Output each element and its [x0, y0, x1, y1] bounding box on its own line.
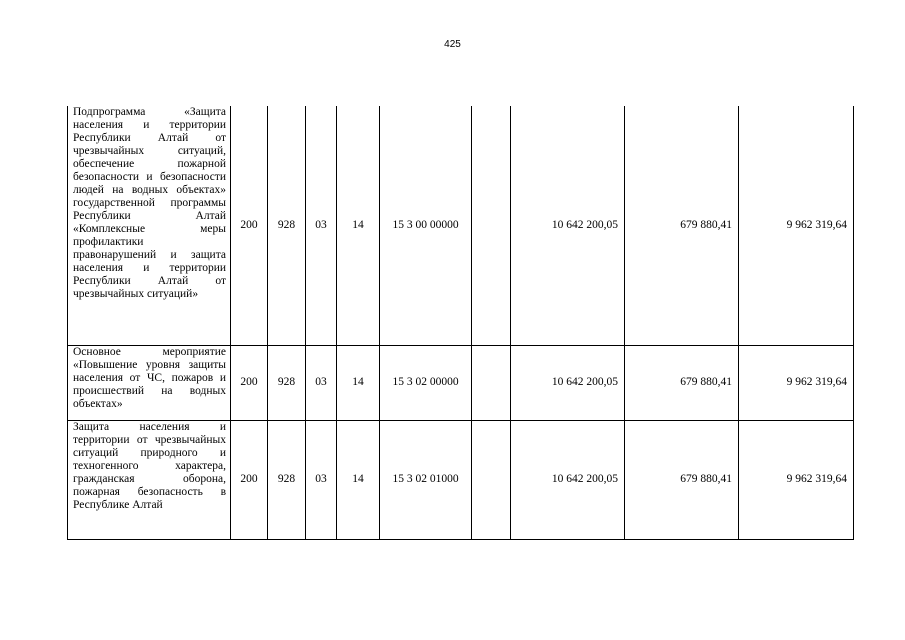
row-sum3: 9 962 319,64 — [739, 420, 854, 539]
row-col1: 200 — [231, 345, 268, 420]
row-sum1: 10 642 200,05 — [511, 345, 625, 420]
row-empty — [472, 106, 511, 345]
budget-table — [67, 106, 854, 540]
row-col4: 14 — [337, 345, 380, 420]
row-col3: 03 — [306, 106, 337, 345]
row-col3: 03 — [306, 420, 337, 539]
row-code: 15 3 00 00000 — [380, 106, 472, 345]
row-col2: 928 — [268, 420, 306, 539]
row-col2: 928 — [268, 106, 306, 345]
page-number: 425 — [444, 39, 461, 50]
row-col1: 200 — [231, 106, 268, 345]
row-col3: 03 — [306, 345, 337, 420]
row-description: Подпрограмма «Защита населения и территории Республики Алтай от чрезвычайных ситуаций, обеспечение пожарной безопасности и безопасности людей на водных объектах» государственной программы Республики Алтай «Комплексные меры профилактики правонарушений и защита населения и территории Республики Алтай от чрезвычайных ситуаций» — [68, 106, 231, 345]
row-code: 15 3 02 00000 — [380, 345, 472, 420]
row-sum2: 679 880,41 — [625, 106, 739, 345]
row-col4: 14 — [337, 106, 380, 345]
row-code: 15 3 02 01000 — [380, 420, 472, 539]
row-description: Защита населения и территории от чрезвычайных ситуаций природного и техногенного характера, гражданская оборона, пожарная безопасность в Республике Алтай — [68, 420, 231, 539]
row-empty — [472, 345, 511, 420]
row-sum2: 679 880,41 — [625, 420, 739, 539]
table-row — [68, 420, 854, 539]
row-col2: 928 — [268, 345, 306, 420]
row-col1: 200 — [231, 420, 268, 539]
table-row — [68, 345, 854, 420]
row-empty — [472, 420, 511, 539]
row-sum1: 10 642 200,05 — [511, 420, 625, 539]
table-row — [68, 106, 854, 345]
row-sum1: 10 642 200,05 — [511, 106, 625, 345]
row-sum2: 679 880,41 — [625, 345, 739, 420]
row-sum3: 9 962 319,64 — [739, 106, 854, 345]
row-col4: 14 — [337, 420, 380, 539]
row-description: Основное мероприятие «Повышение уровня защиты населения от ЧС, пожаров и происшествий на водных объектах» — [68, 345, 231, 420]
row-sum3: 9 962 319,64 — [739, 345, 854, 420]
